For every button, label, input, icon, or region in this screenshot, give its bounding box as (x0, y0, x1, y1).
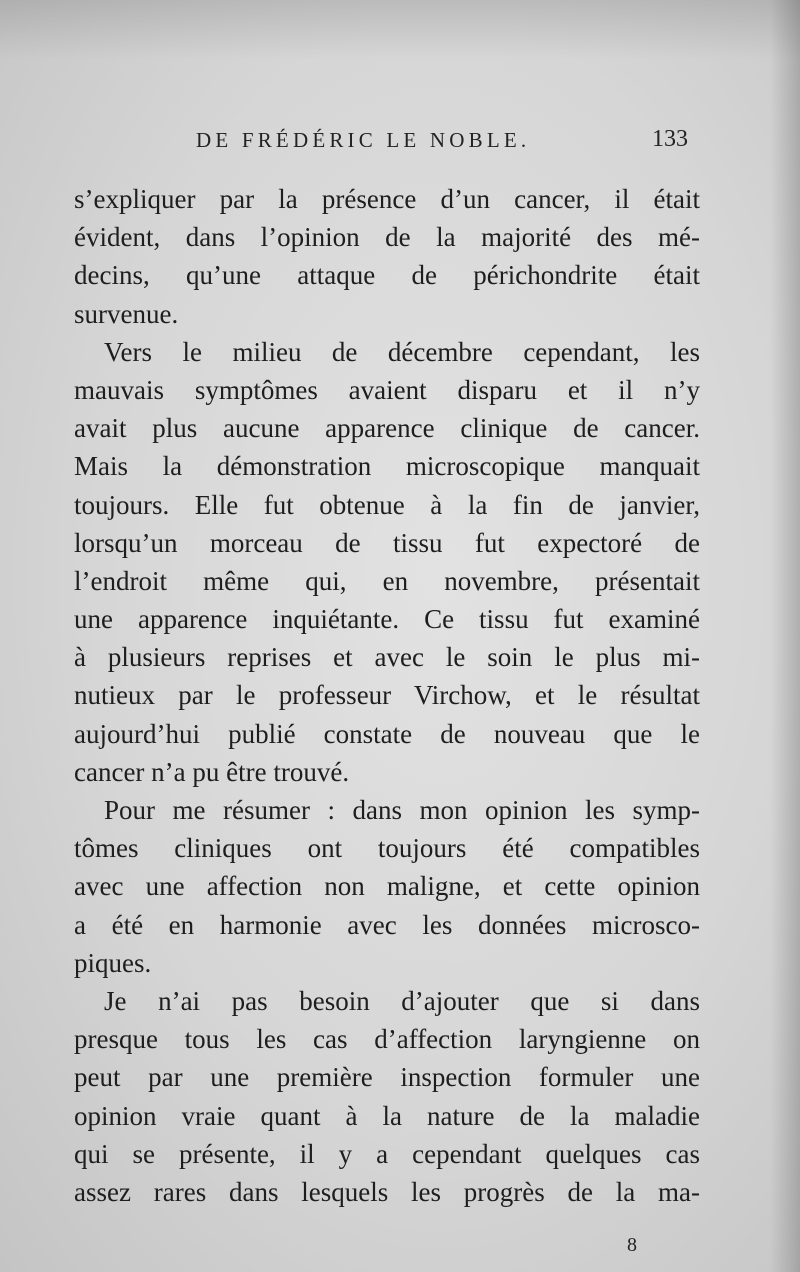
page-top-shadow (0, 0, 800, 60)
text-line: a été en harmonie avec les données microsco- (74, 909, 700, 940)
text-line: opinion vraie quant à la nature de la maladie (74, 1100, 700, 1131)
text-line: évident, dans l’opinion de la majorité des mé- (74, 222, 700, 253)
text-line: Mais la démonstration microscopique manquait (74, 451, 700, 482)
text-line: à plusieurs reprises et avec le soin le plus mi- (74, 642, 700, 673)
signature-mark: 8 (627, 1234, 637, 1256)
text-line: l’endroit même qui, en novembre, présentait (74, 565, 700, 596)
text-line: Pour me résumer : dans mon opinion les symp- (104, 795, 700, 825)
text-line: Je n’ai pas besoin d’ajouter que si dans (104, 985, 700, 1016)
running-head: DE FRÉDÉRIC LE NOBLE. (196, 128, 531, 152)
text-line: decins, qu’une attaque de périchondrite était (74, 260, 700, 291)
text-line: peut par une première inspection formuler une (74, 1062, 700, 1093)
text-line: aujourd’hui publié constate de nouveau que le (74, 718, 700, 749)
text-line: assez rares dans lesquels les progrès de la ma- (74, 1176, 700, 1207)
text-line: lorsqu’un morceau de tissu fut expectoré de (74, 527, 700, 558)
text-line: cancer n’a pu être trouvé. (74, 756, 350, 787)
page-edge-shadow (770, 0, 800, 1272)
text-line: qui se présente, il y a cependant quelques cas (74, 1138, 700, 1169)
text-line: s’expliquer par la présence d’un cancer, il était (74, 184, 700, 214)
text-line: Vers le milieu de décembre cependant, les (104, 336, 700, 367)
text-line: avec une affection non maligne, et cette opinion (74, 871, 700, 902)
text-line: mauvais symptômes avaient disparu et il n’y (74, 374, 700, 405)
body-text (74, 180, 700, 1211)
text-line: presque tous les cas d’affection laryngienne on (74, 1024, 700, 1055)
text-line: tômes cliniques ont toujours été compatibles (74, 833, 700, 864)
text-line: une apparence inquiétante. Ce tissu fut examiné (74, 604, 700, 635)
page-number: 133 (652, 126, 688, 152)
text-line: piques. (74, 947, 152, 978)
text-line: survenue. (74, 298, 179, 329)
text-line: nutieux par le professeur Virchow, et le résultat (74, 680, 700, 711)
text-line: avait plus aucune apparence clinique de cancer. (74, 413, 700, 444)
text-line: toujours. Elle fut obtenue à la fin de janvier, (74, 489, 700, 520)
